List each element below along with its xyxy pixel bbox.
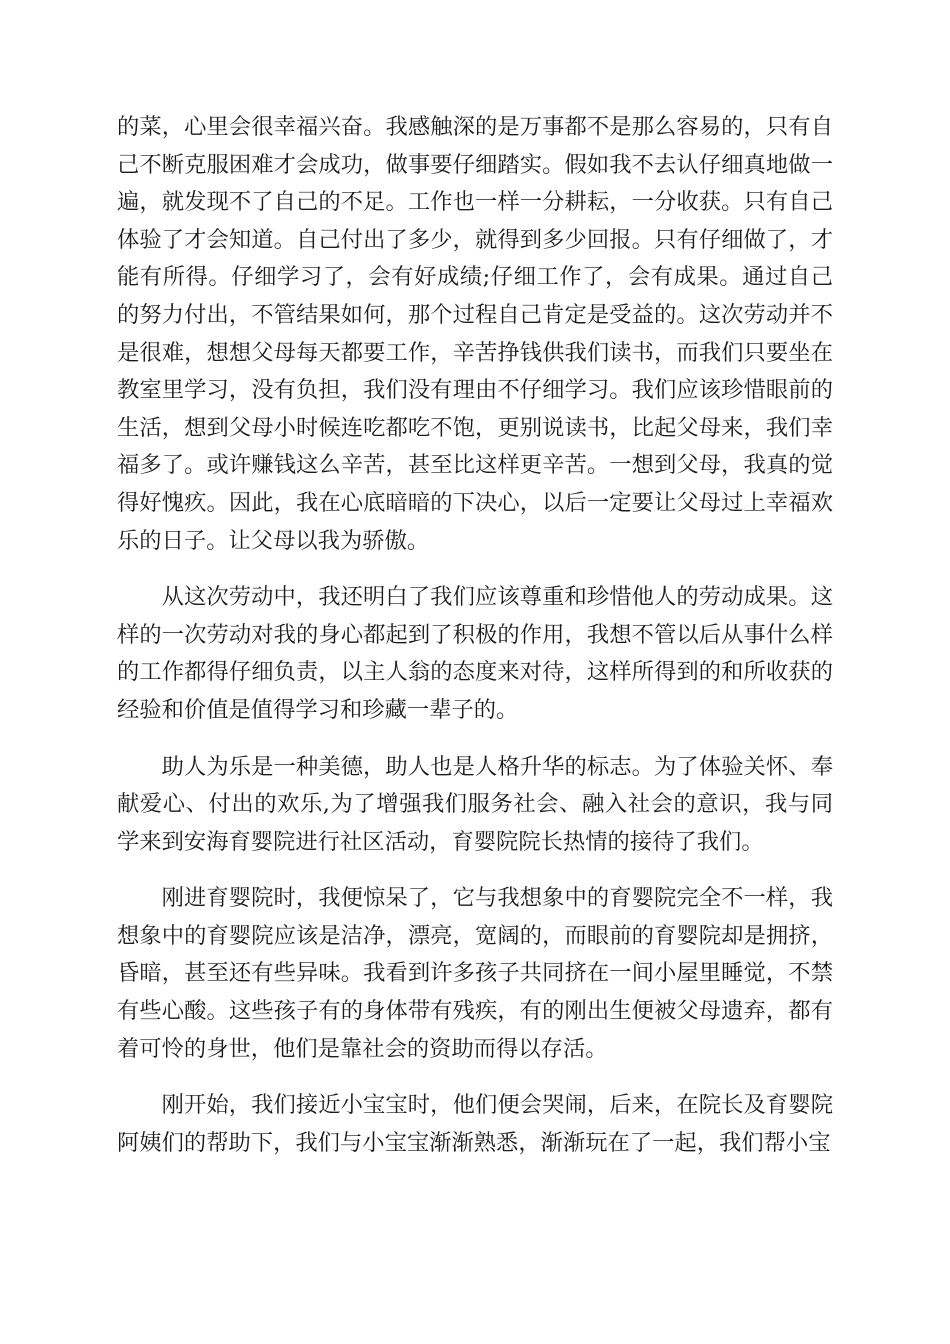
paragraph-2: 从这次劳动中，我还明白了我们应该尊重和珍惜他人的劳动成果。这样的一次劳动对我的身心都起到了积极的作用，我想不管以后从事什么样的工作都得仔细负责，以主人翁的态度来对待，这样所得到的和所收获的经验和价值是值得学习和珍藏一辈子的。 [117,584,833,723]
paragraph-5: 刚开始，我们接近小宝宝时，他们便会哭闹，后来，在院长及育婴院阿姨们的帮助下，我们与小宝宝渐渐熟悉，渐渐玩在了一起，我们帮小宝 [117,1092,833,1156]
paragraph-1: 的菜，心里会很幸福兴奋。我感触深的是万事都不是那么容易的，只有自己不断克服困难才会成功，做事要仔细踏实。假如我不去认仔细真地做一遍，就发现不了自己的不足。工作也一样一分耕耘，一分收获。只有自己体验了才会知道。自己付出了多少，就得到多少回报。只有仔细做了，才能有所得。仔细学习了，会有好成绩;仔细工作了，会有成果。通过自己的努力付出，不管结果如何，那个过程自己肯定是受益的。这次劳动并不是很难，想想父母每天都要工作，辛苦挣钱供我们读书，而我们只要坐在教室里学习，没有负担，我们没有理由不仔细学习。我们应该珍惜眼前的生活，想到父母小时候连吃都吃不饱，更别说读书，比起父母来，我们幸福多了。或许赚钱这么辛苦，甚至比这样更辛苦。一想到父母，我真的觉得好愧疚。因此，我在心底暗暗的下决心，以后一定要让父母过上幸福欢乐的日子。让父母以我为骄傲。 [117,114,833,554]
paragraph-3: 助人为乐是一种美德，助人也是人格升华的标志。为了体验关怀、奉献爱心、付出的欢乐,为了增强我们服务社会、融入社会的意识，我与同学来到安海育婴院进行社区活动，育婴院院长热情的接待了我们。 [117,753,833,855]
paragraph-4: 刚进育婴院时，我便惊呆了，它与我想象中的育婴院完全不一样，我想象中的育婴院应该是洁净，漂亮，宽阔的，而眼前的育婴院却是拥挤，昏暗，甚至还有些异味。我看到许多孩子共同挤在一间小屋里睡觉，不禁有些心酸。这些孩子有的身体带有残疾，有的刚出生便被父母遗弃，都有着可怜的身世，他们是靠社会的资助而得以存活。 [117,885,833,1062]
document-body [117,109,833,1181]
